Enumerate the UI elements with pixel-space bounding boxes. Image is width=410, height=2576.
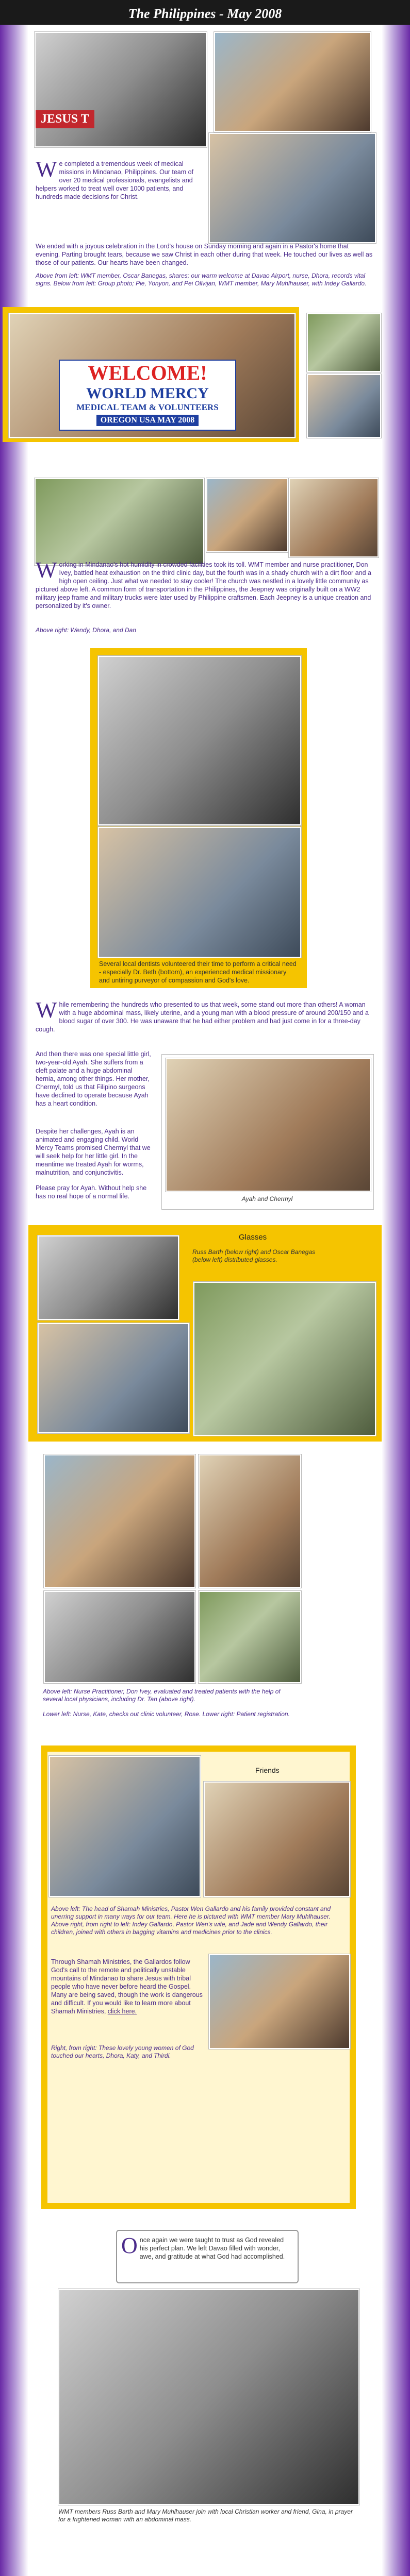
page-title: The Philippines - May 2008 <box>128 6 282 21</box>
intro-paragraph-2: We ended with a joyous celebration in the Lord's house on Sunday morning and again in a Pastor's home that evening. Parting brought tears, because we saw Christ in each other during that week. He touched our lives as well as those of our patients. Our hearts have been changed. <box>36 243 373 266</box>
photo-group <box>9 313 296 438</box>
closing-dropcap: O <box>121 2233 138 2258</box>
friends-text: Through Shamah Ministries, the Gallardos follow God's call to the remote and politically unstable mountains of Mindanao to share Jesus with tribal people who have never before heard the Gospel. Many are being saved, though the work is dangerous and difficult. If you would like to learn more about Shamah Ministries, <box>51 1958 203 2015</box>
photo-prayer <box>58 2289 359 2505</box>
photo-mary-indey <box>307 374 381 438</box>
photo-bagging-vitamins <box>204 1782 350 1897</box>
friends-caption: Above left: The head of Shamah Ministries, Pastor Wen Gallardo and his family provided constant and unerring support in many ways for our team. Here he is pictured with WMT member Mary Muhlhauser. Above right, from right to left: Indey Gallardo, Pastor Wen's wife, and Jade and Wendy Gallardo, their children, joined with others in bagging vitamins and medicines prior to the clinics. <box>51 1905 331 1936</box>
friends-caption-2: Right, from right: These lovely young women of God touched our hearts, Dhora, Katy, and Thirdi. <box>51 2044 194 2059</box>
photo-registration <box>199 1591 301 1683</box>
intro-caption: Above from left: WMT member, Oscar Banegas, shares; our warm welcome at Davao Airport, nurse, Dhora, records vital signs. Below from left: Group photo; Pie, Yonyon, and Pei Ollvijan, WMT member, Mary Muhlhauser, with Indey Gallardo. <box>36 272 367 287</box>
photo-glasses-2 <box>38 1323 189 1433</box>
practitioner-caption: Above left: Nurse Practitioner, Don Ivey, evaluated and treated patients with the help of several local physicians, including Dr. Tan (above right). <box>43 1688 281 1703</box>
closing-paragraph <box>121 2233 291 2261</box>
photo-wendy <box>206 478 288 552</box>
ayah-caption: Ayah and Chermyl <box>241 1195 293 1202</box>
stories-text: hile remembering the hundreds who presented to us that week, some stand out more than others! A woman with a huge abdominal mass, likely uterine, and a young man with a blood pressure of around 200/150 and a blood sugar of over 300. He was unaware that he had either problem and had just come in for a three-day cough. <box>36 1001 369 1033</box>
content-area <box>28 25 382 2576</box>
friends-title: Friends <box>255 1766 280 1774</box>
photo-glasses-1 <box>38 1235 179 1320</box>
shamah-link[interactable]: click here. <box>107 2008 137 2015</box>
practitioner-caption-2: Lower left: Nurse, Kate, checks out clinic volunteer, Rose. Lower right: Patient registration. <box>43 1710 290 1718</box>
photo-young-women <box>209 1954 350 2049</box>
glasses-caption: Russ Barth (below right) and Oscar Banegas (below left) distributed glasses. <box>192 1248 316 1263</box>
photo-don-ivey <box>44 1454 195 1588</box>
photo-kate-rose <box>44 1591 195 1683</box>
clinic-paragraph <box>36 557 376 610</box>
photo-glasses-3 <box>193 1282 376 1436</box>
photo-oscar-banegas <box>35 32 207 147</box>
stories-paragraph <box>36 997 376 1033</box>
banner-team: MEDICAL TEAM & VOLUNTEERS <box>76 402 219 412</box>
photo-dr-tan <box>199 1454 301 1588</box>
glasses-title: Glasses <box>239 1233 267 1242</box>
photo-dhora <box>289 478 379 557</box>
clinic-dropcap: W <box>36 557 57 583</box>
intro-paragraph <box>36 157 203 201</box>
stories-dropcap: W <box>36 997 57 1023</box>
banner-location: OREGON USA MAY 2008 <box>96 415 199 426</box>
dental-caption: Several local dentists volunteered their time to perform a critical need - especially Dr. Beth (bottom), an experienced medical missionary and untiring purveyor of compassion and God's love. <box>99 960 297 984</box>
photo-pie-yonyon <box>307 313 381 372</box>
intro-text: e completed a tremendous week of medical missions in Mindanao, Philippines. Our team of over 20 medical professionals, evangelists and helpers worked to treat well over 1000 patients, and hundreds made decisions for Christ. <box>36 160 194 200</box>
photo-church-community <box>35 478 204 565</box>
ayah-paragraph-3: Please pray for Ayah. Without help she has no real hope of a normal life. <box>36 1184 147 1200</box>
intro-dropcap: W <box>36 157 57 182</box>
clinic-text: orking in Mindanao's hot humidity in crowded facilities took its toll. WMT member and nurse practitioner, Don Ivey, battled heat exhaustion on the third clinic day, but the fourth was in a shady church with a dirt floor and a high open ceiling. Just what we needed to stay cooler! The church was nestled in a lovely little community as pictured above left. A common form of transportation in the Philippines, the Jeepney was originally built on a WW2 military jeep frame and military trucks were later used by Philippine craftsmen. Each Jeepney is a unique creation and personalized by it's owner. <box>36 561 371 609</box>
closing-text: nce again we were taught to trust as God revealed his perfect plan. We left Davao filled with wonder, awe, and gratitude at what God had accomplished. <box>139 2236 285 2260</box>
photo-dentist-dr-beth <box>98 827 301 958</box>
ayah-paragraph-2: Despite her challenges, Ayah is an animated and engaging child. World Mercy Teams promised Chermyl that we will seek help for her little girl. In the meantime we treated Ayah for worms, malnutrition, and conjunctivitis. <box>36 1128 151 1176</box>
photo-airport-welcome <box>214 32 371 132</box>
clinic-caption: Above right: Wendy, Dhora, and Dan <box>36 626 136 634</box>
photo-dentist-1 <box>98 656 301 825</box>
welcome-banner <box>59 360 236 431</box>
photo-ayah-chermyl <box>166 1058 371 1192</box>
banner-org: WORLD MERCY <box>86 385 209 402</box>
friends-paragraph <box>51 1958 206 2015</box>
photo-vital-signs <box>209 133 376 243</box>
banner-welcome: WELCOME! <box>88 361 207 384</box>
closing-caption: WMT members Russ Barth and Mary Muhlhauser join with local Christian worker and friend, Gina, in prayer for a frightened woman with an abdominal mass. <box>58 2508 353 2523</box>
photo-pastor-wen <box>49 1756 201 1897</box>
jesus-sign: JESUS T <box>36 110 94 128</box>
ayah-paragraph-1: And then there was one special little girl, two-year-old Ayah. She suffers from a cleft palate and a huge abdominal hernia, among other things. Her mother, Chermyl, told us that Filipino surgeons have declined to operate because Ayah has a heart condition. <box>36 1050 151 1107</box>
